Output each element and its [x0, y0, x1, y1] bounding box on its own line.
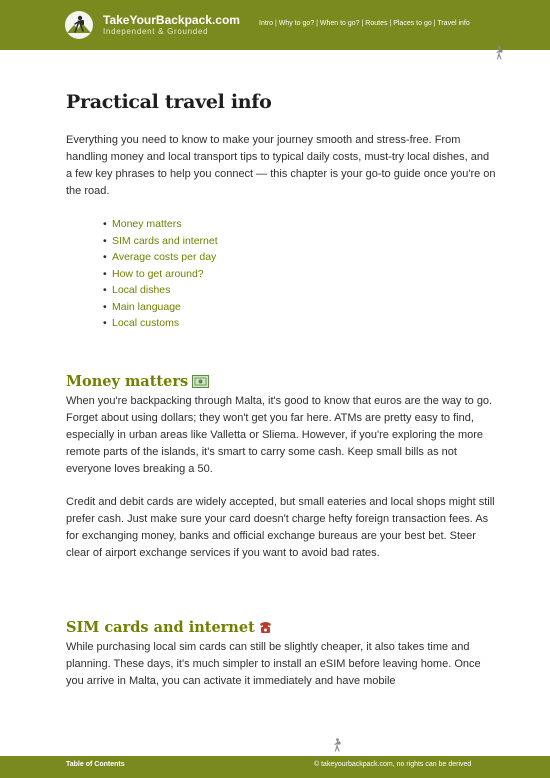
nav-separator: |: [273, 20, 279, 27]
footer-bar: [0, 756, 550, 778]
nav-separator: |: [431, 20, 438, 27]
money-paragraph-1: When you're backpacking through Malta, it's good to know that euros are the way to go. Forget about using dollars; they won't get you far here. ATMs are pretty easy to find, especially in urban areas like Valletta or Sliema. However, if you're exploring the more remote parts of the islands, it's smart to carry some cash. Keep small bills as not everyone loves breaking a 50.: [66, 395, 493, 475]
nav-separator: |: [359, 20, 366, 27]
sim-paragraph-1: While purchasing local sim cards can still be slightly cheaper, it also takes time and planning. These days, it's much simpler to install an eSIM before leaving home. Once you arrive in Malta, you can activate it immediately and have mobile: [66, 641, 481, 687]
copyright-notice: © takeyourbackpack.com, no rights can be derived: [314, 761, 472, 768]
chapter-nav: [259, 20, 470, 27]
toc-link-average-costs[interactable]: • Average costs per day: [103, 249, 218, 266]
nav-separator: |: [387, 20, 394, 27]
money-paragraph-2: Credit and debit cards are widely accepted, but small eateries and local shops might still prefer cash. Just make sure your card doesn't charge hefty foreign transaction fees. As for exchanging money, banks and official exchange bureaus are your best bet. Steer clear of airport exchange services if you want to avoid bad rates.: [66, 496, 495, 559]
header-bar: [0, 0, 550, 50]
page-title: Practical travel info: [66, 91, 272, 113]
section-title: SIM cards and internet: [66, 619, 255, 636]
hiker-icon: [495, 46, 504, 60]
site-tagline: Independent & Grounded: [103, 27, 209, 36]
nav-travel-info[interactable]: Travel info: [437, 20, 470, 27]
toc-link-local-dishes[interactable]: • Local dishes: [103, 282, 218, 299]
table-of-contents-link[interactable]: Table of Contents: [66, 761, 125, 768]
money-icon: [192, 375, 209, 392]
intro-paragraph: Everything you need to know to make your journey smooth and stress-free. From handling money and local transport tips to typical daily costs, must-try local dishes, and a few key phrases to help you connect — this chapter is your go-to guide once you're on the road.: [66, 134, 496, 197]
section-heading-sim: [66, 619, 272, 638]
nav-intro[interactable]: Intro: [259, 20, 274, 27]
hiker-icon: [333, 738, 342, 752]
nav-places-to-go[interactable]: Places to go: [393, 20, 432, 27]
section-heading-money: [66, 373, 209, 392]
site-brand[interactable]: TakeYourBackpack.com: [103, 13, 240, 27]
backpacker-logo-icon[interactable]: [65, 11, 93, 39]
nav-separator: |: [314, 20, 320, 27]
toc-link-local-customs[interactable]: • Local customs: [103, 315, 218, 332]
section-title: Money matters: [66, 373, 189, 390]
toc-link-money-matters[interactable]: • Money matters: [103, 216, 218, 233]
toc-link-sim-cards[interactable]: • SIM cards and internet: [103, 233, 218, 250]
toc-link-main-language[interactable]: • Main language: [103, 299, 218, 316]
chapter-toc: [103, 216, 218, 332]
toc-link-get-around[interactable]: • How to get around?: [103, 266, 218, 283]
nav-when-to-go[interactable]: When to go?: [319, 20, 360, 27]
phone-icon: [259, 620, 272, 638]
nav-why-to-go[interactable]: Why to go?: [278, 20, 315, 27]
nav-routes[interactable]: Routes: [365, 20, 388, 27]
